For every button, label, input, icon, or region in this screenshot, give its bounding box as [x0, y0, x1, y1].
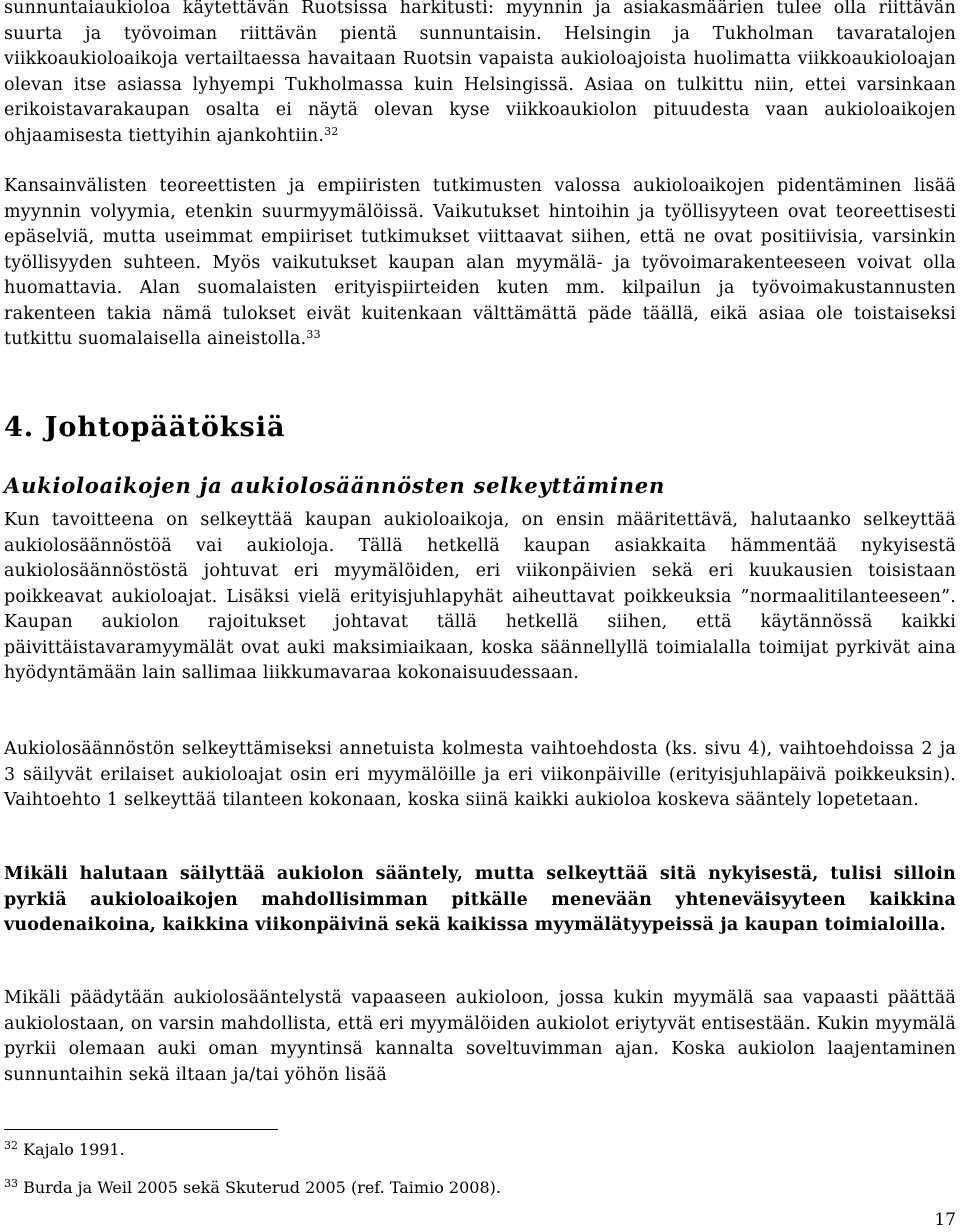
page-number: 17 [934, 1210, 956, 1230]
footnote-33 [4, 1178, 501, 1198]
subheading: Aukioloaikojen ja aukiolosäännösten selkeyttäminen [4, 473, 666, 498]
paragraph-sunday-opening-sweden [4, 0, 956, 149]
footnote-ref-33[interactable]: 33 [306, 328, 321, 341]
paragraph-alternatives: Aukiolosäännöstön selkeyttämiseksi annetuista kolmesta vaihtoehdosta (ks. sivu 4), vaihtoehdoissa 2 ja 3 säilyvät erilaiset aukioloajat osin eri myymälöille ja eri viikonpäiville (erityisjuhlapäivä poikkeuksin). Vaihtoehto 1 selkeyttää tilanteen kokonaan, koska siinä kaikki aukioloa koskeva sääntely lopetetaan. [4, 739, 956, 810]
footnote-text: Burda ja Weil 2005 sekä Skuterud 2005 (ref. Taimio 2008). [23, 1178, 501, 1197]
paragraph-text: sunnuntaiaukioloa käytettävän Ruotsissa harkitusti: myynnin ja asiakasmäärien tulee olla riittävän suurta ja työvoiman riittävän pientä sunnuntaisin. Helsingin ja Tukholman tavaratalojen viikkoaukioloaikoja vertailtaessa havaitaan Ruotsin vapaista aukioloajoista huolimatta viikkoaukioloajan olevan itse asiassa lyhyempi Tukholmassa kuin Helsingissä. Asiaa on tulkittu niin, ettei varsinkaan erikoistavarakaupan osalta ei näytä olevan kyse viikkoaukiolon pituudesta vaan aukioloaikojen ohjaamisesta tiettyihin ajankohtiin. [4, 0, 956, 146]
paragraph-free-opening: Mikäli päädytään aukiolosääntelystä vapaaseen aukioloon, jossa kukin myymälä saa vapaasti päättää aukiolostaan, on varsin mahdollista, että eri myymälöiden aukiolot eriytyvät entisestään. Kukin myymälä pyrkii olemaan auki oman myyntinsä kannalta soveltuvimman ajan. Koska aukiolon laajentaminen sunnuntaihin sekä iltaan ja/tai yöhön lisää [4, 988, 956, 1085]
footnote-text: Kajalo 1991. [23, 1140, 125, 1159]
footnote-number: 32 [4, 1139, 18, 1152]
paragraph-keep-regulation: Mikäli halutaan säilyttää aukiolon sääntely, mutta selkeyttää sitä nykyisestä, tulisi silloin pyrkiä aukioloaikojen mahdollisimman pitkälle menevään yhteneväisyyteen kaikkina vuodenaikoina, kaikkina viikonpäivinä sekä kaikissa myymälätyypeissä ja kaupan toimialoilla. [4, 864, 956, 935]
paragraph-international-studies [4, 174, 956, 353]
footnote-ref-32[interactable]: 32 [324, 124, 339, 138]
paragraph-text: Kansainvälisten teoreettisten ja empiiristen tutkimusten valossa aukioloaikojen pidentäminen lisää myynnin volyymia, etenkin suurmyymälöissä. Vaikutukset hintoihin ja työllisyyteen ovat teoreettisesti epäselviä, mutta useimmat empiiriset tutkimukset viittaavat siihen, että ne ovat positiivisia, varsinkin työllisyyden suhteen. Myös vaikutukset kaupan alan myymälä- ja työvoimarakenteeseen voivat olla huomattavia. Alan suomalaisten erityispiirteiden kuten mm. kilpailun ja työvoimakustannusten rakenteen takia nämä tulokset eivät kuitenkaan välttämättä päde täällä, eikä asiaa ole toistaiseksi tutkittu suomalaisella aineistolla. [4, 176, 956, 349]
paragraph-clarifying-opening-hours: Kun tavoitteena on selkeyttää kaupan aukioloaikoja, on ensin määritettävä, halutaanko selkeyttää aukiolosäännöstöä vai aukioloja. Tällä hetkellä kaupan asiakkaita hämmentää nykyisestä aukiolosäännöstöstä johtuvat eri myymälöiden, eri viikonpäivien sekä eri kuukausien toisistaan poikkeavat aukioloajat. Lisäksi vielä erityisjuhlapyhät aiheuttavat poikkeuksia ”normaalitilanteeseen”. Kaupan aukiolon rajoitukset johtavat tällä hetkellä siihen, että käytännössä kaikki päivittäistavaramyymälät ovat auki maksimiaikaan, koska säännellyllä toimialalla toimijat pyrkivät aina hyödyntämään lain sallimaa liikkumavaraa kokonaisuudessaan. [4, 510, 956, 683]
footnote-separator [4, 1129, 278, 1130]
footnote-32 [4, 1140, 125, 1160]
footnote-number: 33 [4, 1177, 18, 1190]
section-heading: 4. Johtopäätöksiä [4, 412, 286, 443]
